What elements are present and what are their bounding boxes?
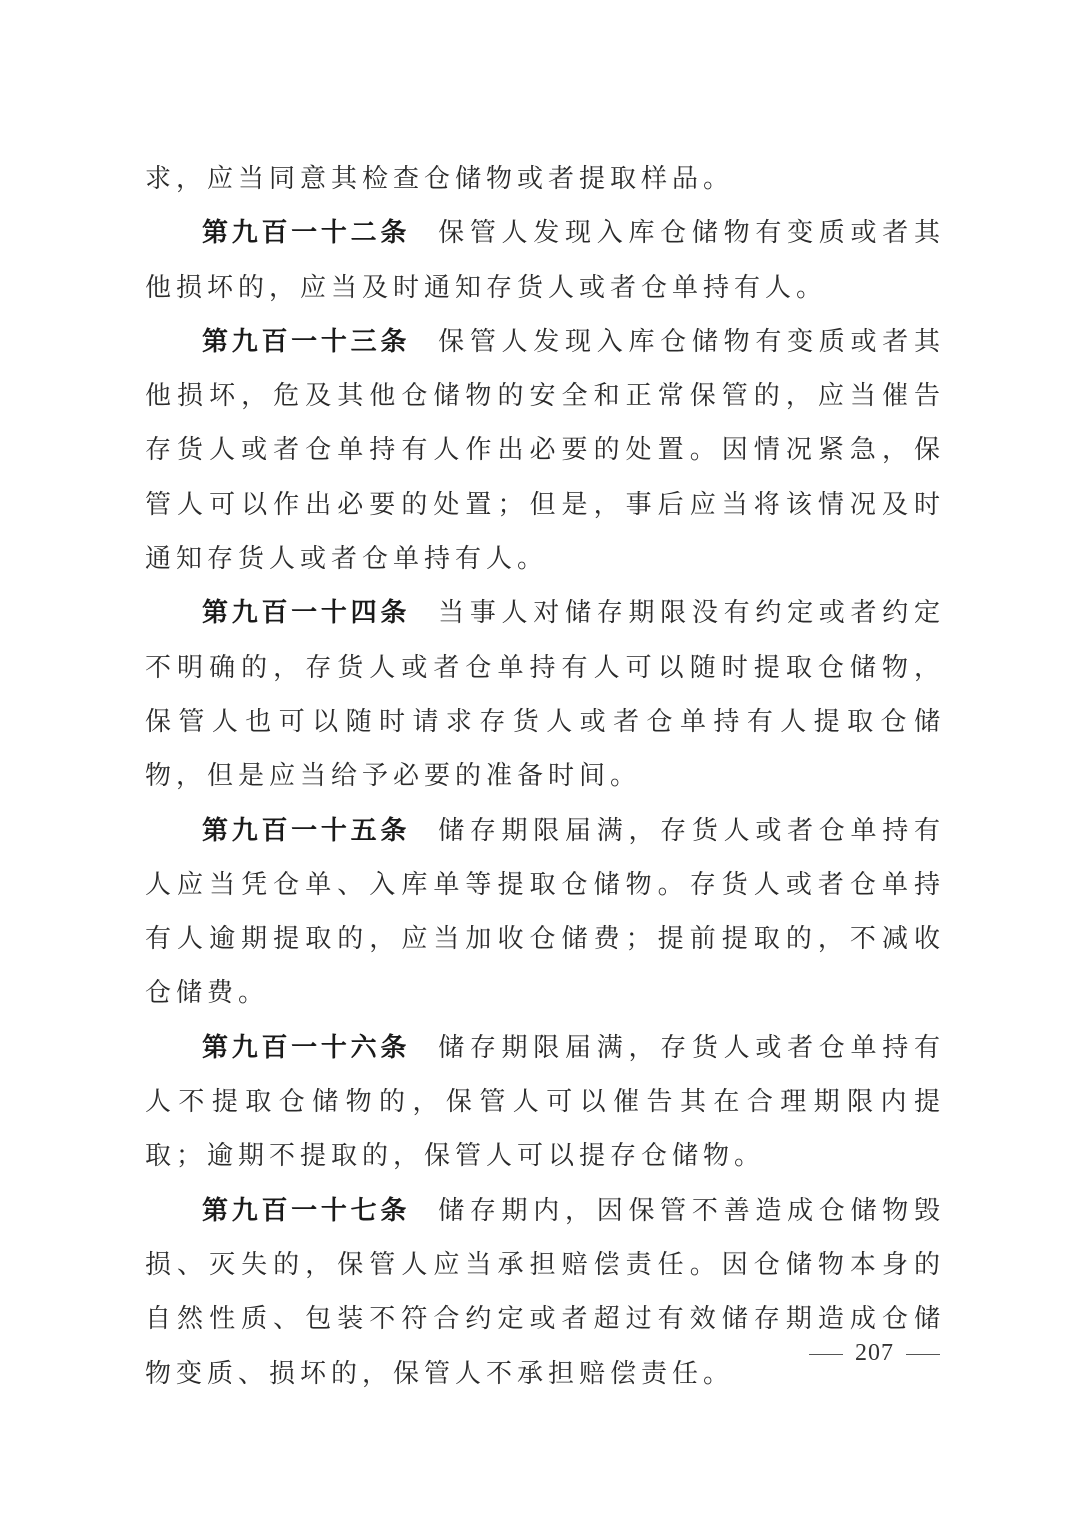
- paragraph-text: 当事人对储存期限没有约定或者约定不明确的，存货人或者仓单持有人可以随时提取仓储物，保管人也可以随时请求存货人或者仓单持有人提取仓储物，但是应当给予必要的准备时间。: [145, 598, 945, 792]
- left-dash: [809, 1354, 843, 1355]
- article-number: 第九百一十七条: [202, 1195, 411, 1226]
- paragraph-text: 储存期限届满，存货人或者仓单持有人应当凭仓单、入库单等提取仓储物。存货人或者仓单持有人逾期提取的，应当加收仓储费；提前提取的，不减收仓储费。: [145, 815, 945, 1009]
- paragraph-text: 储存期限届满，存货人或者仓单持有人不提取仓储物的，保管人可以催告其在合理期限内提取；逾期不提取的，保管人可以提存仓储物。: [145, 1032, 945, 1172]
- body-text: [145, 152, 945, 1401]
- article-number: 第九百一十二条: [202, 218, 411, 249]
- page-number: [797, 1340, 952, 1367]
- paragraph-text: 保管人发现入库仓储物有变质或者其他损坏的，应当及时通知存货人或者仓单持有人。: [145, 218, 945, 303]
- article-number: 第九百一十五条: [202, 815, 411, 846]
- paragraph-continuation: [145, 152, 945, 206]
- paragraph-text: 储存期内，因保管不善造成仓储物毁损、灭失的，保管人应当承担赔偿责任。因仓储物本身的自然性质、包装不符合约定或者超过有效储存期造成仓储物变质、损坏的，保管人不承担赔偿责任。: [145, 1195, 945, 1389]
- article-917: [145, 1184, 945, 1401]
- article-913: [145, 315, 945, 586]
- article-number: 第九百一十四条: [202, 598, 411, 629]
- article-916: [145, 1021, 945, 1184]
- right-dash: [906, 1354, 940, 1355]
- article-number: 第九百一十六条: [202, 1032, 411, 1063]
- article-915: [145, 804, 945, 1021]
- paragraph-text: 保管人发现入库仓储物有变质或者其他损坏，危及其他仓储物的安全和正常保管的，应当催告存货人或者仓单持有人作出必要的处置。因情况紧急，保管人可以作出必要的处置；但是，事后应当将该情况及时通知存货人或者仓单持有人。: [145, 326, 945, 575]
- article-912: [145, 206, 945, 315]
- article-number: 第九百一十三条: [202, 326, 411, 357]
- paragraph-text: 求，应当同意其检查仓储物或者提取样品。: [145, 164, 735, 194]
- article-914: [145, 586, 945, 803]
- page-number-value: 207: [855, 1340, 894, 1366]
